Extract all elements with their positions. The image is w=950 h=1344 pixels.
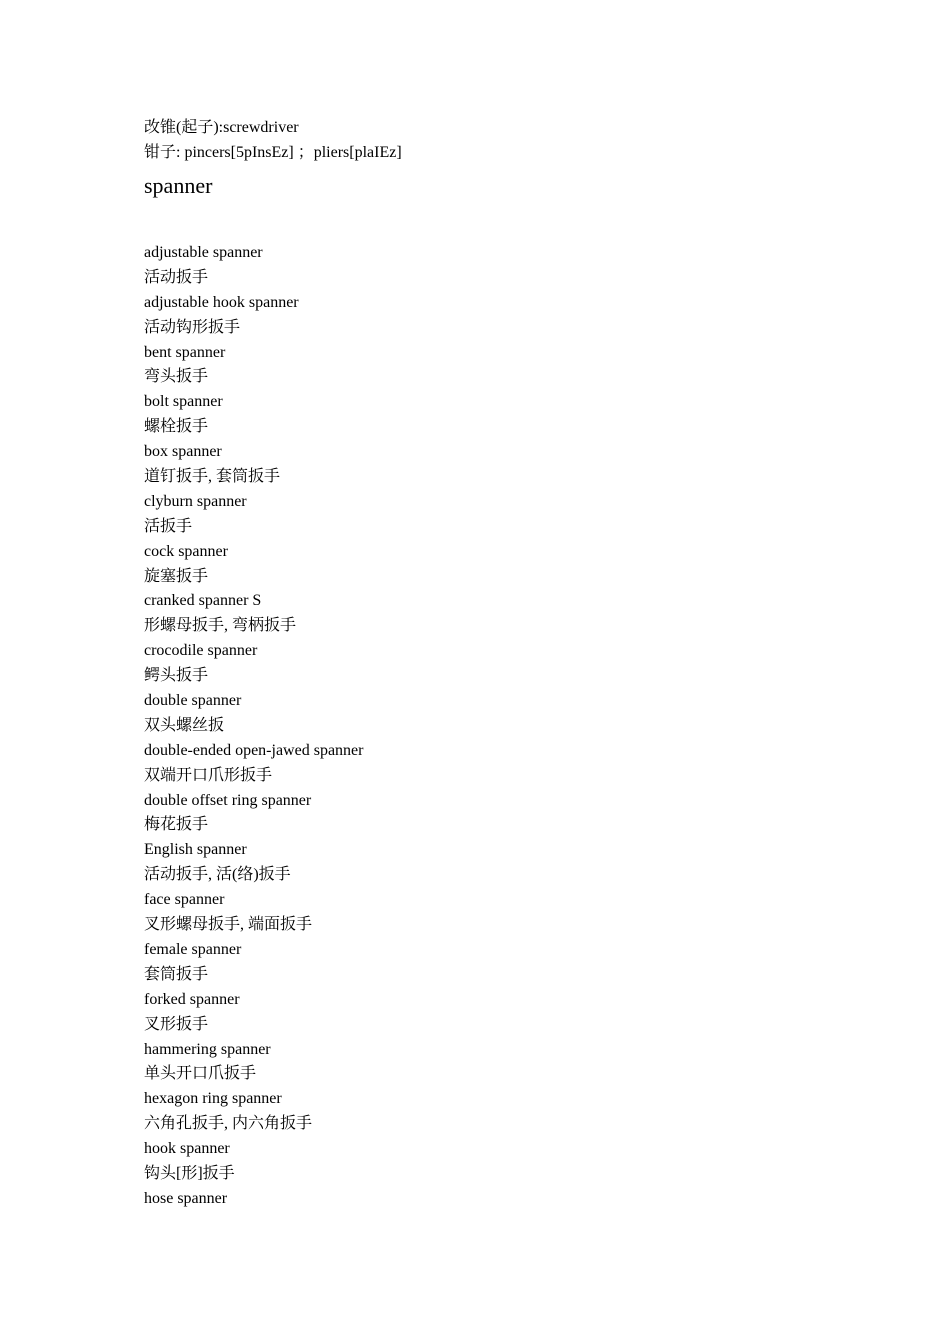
document-page xyxy=(144,116,844,1212)
glossary-translation: 活动扳手 xyxy=(144,268,209,286)
glossary-translation: 鳄头扳手 xyxy=(144,667,209,685)
glossary-translation: 钩头[形]扳手 xyxy=(144,1164,235,1182)
glossary-term: hook spanner xyxy=(144,1140,230,1158)
glossary-term: adjustable spanner xyxy=(144,244,263,261)
glossary-translation: 活动钩形扳手 xyxy=(144,318,241,336)
glossary-term: box spanner xyxy=(144,443,222,461)
glossary-term: clyburn spanner xyxy=(144,492,247,510)
glossary-translation: 活动扳手, 活(络)扳手 xyxy=(144,866,291,884)
glossary-term: crocodile spanner xyxy=(144,642,258,660)
intro-pliers-line: 钳子: pincers[5pInsEz] ；pliers[plaIEz] xyxy=(144,143,402,161)
glossary-translation: 弯头扳手 xyxy=(144,368,209,386)
glossary-translation: 六角孔扳手, 内六角扳手 xyxy=(144,1115,313,1133)
glossary-term: cranked spanner S xyxy=(144,592,262,610)
glossary-translation: 活扳手 xyxy=(144,517,193,535)
glossary-translation: 双端开口爪形扳手 xyxy=(144,766,273,784)
glossary-term: bent spanner xyxy=(144,343,226,361)
glossary-translation: 套筒扳手 xyxy=(144,965,209,983)
glossary-term: adjustable hook spanner xyxy=(144,293,299,311)
glossary-translation: 单头开口爪扳手 xyxy=(144,1065,257,1083)
glossary-translation: 旋塞扳手 xyxy=(144,567,209,585)
glossary-translation: 道钉扳手, 套筒扳手 xyxy=(144,468,281,486)
glossary-translation: 叉形扳手 xyxy=(144,1015,209,1033)
section-heading: spanner xyxy=(144,173,213,198)
glossary-translation: 梅花扳手 xyxy=(144,816,209,834)
glossary-term: double spanner xyxy=(144,692,242,710)
glossary-translation: 螺栓扳手 xyxy=(144,418,209,436)
glossary-term: cock spanner xyxy=(144,542,228,560)
glossary-translation: 叉形螺母扳手, 端面扳手 xyxy=(144,916,313,934)
glossary-term: hose spanner xyxy=(144,1189,228,1207)
glossary-translation: 形螺母扳手, 弯柄扳手 xyxy=(144,617,297,635)
intro-screwdriver-line: 改锥(起子):screwdriver xyxy=(144,119,299,136)
glossary-term: double-ended open-jawed spanner xyxy=(144,741,364,759)
glossary-term: English spanner xyxy=(144,841,247,859)
glossary-term: hexagon ring spanner xyxy=(144,1090,282,1108)
glossary-term: female spanner xyxy=(144,940,242,958)
glossary-term: forked spanner xyxy=(144,990,240,1008)
glossary-term: bolt spanner xyxy=(144,393,223,411)
glossary-term: hammering spanner xyxy=(144,1040,271,1058)
glossary-translation: 双头螺丝扳 xyxy=(144,716,225,734)
glossary-term: double offset ring spanner xyxy=(144,791,312,809)
glossary-list xyxy=(144,241,844,1212)
glossary-term: face spanner xyxy=(144,891,225,909)
